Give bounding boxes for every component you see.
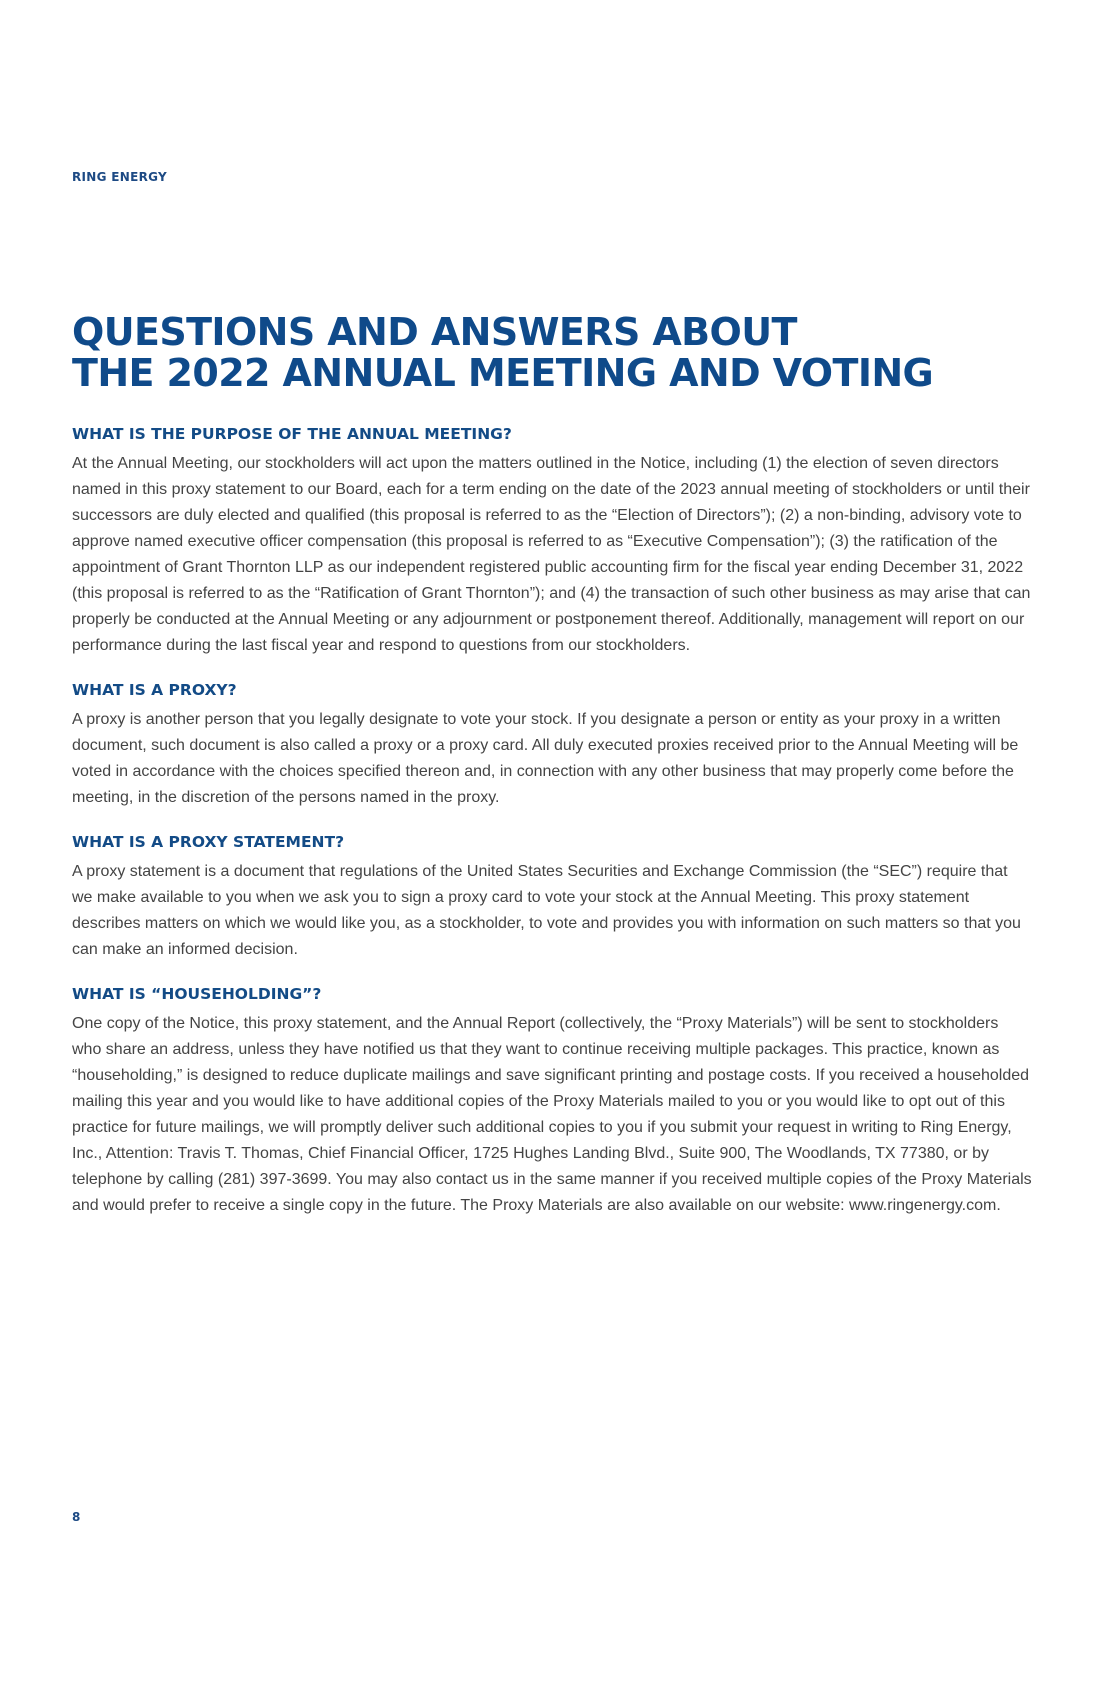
page-title-line-1: QUESTIONS AND ANSWERS ABOUT — [72, 310, 797, 354]
qa-section-purpose — [72, 424, 1032, 659]
section-body: One copy of the Notice, this proxy statement, and the Annual Report (collectively, the “Proxy Materials”) will be sent to stockholders who share an address, unless they have notified us that they want to continue receiving multiple packages. This practice, known as “householding,” is designed to reduce duplicate mailings and save significant printing and postage costs. If you received a householded mailing this year and you would like to have additional copies of the Proxy Materials mailed to you or you would like to opt out of this practice for future mailings, we will promptly deliver such additional copies to you if you submit your request in writing to Ring Energy, Inc., Attention: Travis T. Thomas, Chief Financial Officer, 1725 Hughes Landing Blvd., Suite 900, The Woodlands, TX 77380, or by telephone by calling (281) 397-3699. You may also contact us in the same manner if you received multiple copies of the Proxy Materials and would prefer to receive a single copy in the future. The Proxy Materials are also available on our website: www.ringenergy.com. — [72, 1015, 1032, 1214]
section-body: At the Annual Meeting, our stockholders will act upon the matters outlined in the Notice, including (1) the election of seven directors named in this proxy statement to our Board, each for a term ending on the date of the 2023 annual meeting of stockholders or until their successors are duly elected and qualified (this proposal is referred to as the “Election of Directors”); (2) a non-binding, advisory vote to approve named executive officer compensation (this proposal is referred to as “Executive Compensation”); (3) the ratification of the appointment of Grant Thornton LLP as our independent registered public accounting firm for the fiscal year ending December 31, 2022 (this proposal is referred to as the “Ratification of Grant Thornton”); and (4) the transaction of such other business as may arise that can properly be conducted at the Annual Meeting or any adjournment or postponement thereof. Additionally, management will report on our performance during the last fiscal year and respond to questions from our stockholders. — [72, 455, 1031, 654]
running-header-company: RING ENERGY — [72, 170, 168, 184]
section-body: A proxy is another person that you legally designate to vote your stock. If you designate a person or entity as your proxy in a written document, such document is also called a proxy or a proxy card. All duly executed proxies received prior to the Annual Meeting will be voted in accordance with the choices specified thereon and, in connection with any other business that may properly come before the meeting, in the discretion of the persons named in the proxy. — [72, 711, 1019, 806]
section-heading: WHAT IS THE PURPOSE OF THE ANNUAL MEETING? — [72, 425, 512, 443]
qa-section-proxy — [72, 680, 1032, 811]
section-heading: WHAT IS “HOUSEHOLDING”? — [72, 985, 322, 1003]
qa-content — [72, 424, 1032, 1240]
page-title-line-2: THE 2022 ANNUAL MEETING AND VOTING — [72, 351, 934, 395]
page-title — [72, 312, 1032, 394]
qa-section-householding — [72, 984, 1032, 1219]
section-body: A proxy statement is a document that regulations of the United States Securities and Exchange Commission (the “SEC”) require that we make available to you when we ask you to sign a proxy card to vote your stock at the Annual Meeting. This proxy statement describes matters on which we would like you, as a stockholder, to vote and provides you with information on such matters so that you can make an informed decision. — [72, 863, 1021, 958]
qa-section-proxy-statement — [72, 832, 1032, 963]
page-number: 8 — [72, 1510, 81, 1524]
section-heading: WHAT IS A PROXY STATEMENT? — [72, 833, 345, 851]
section-heading: WHAT IS A PROXY? — [72, 681, 237, 699]
